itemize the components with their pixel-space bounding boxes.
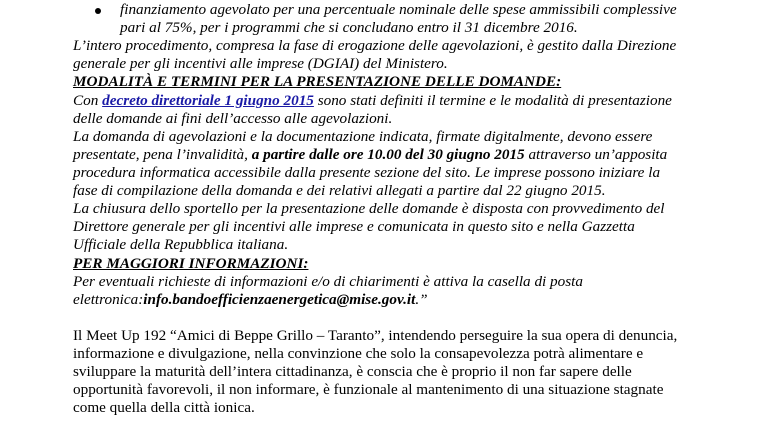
chiusura-line-1: La chiusura dello sportello per la presentazione delle domande è disposta con provvedimento del — [73, 200, 665, 217]
domanda-line-2-prefix: presentate, pena l’invalidità, — [73, 146, 252, 163]
heading-modalita: MODALITÀ E TERMINI PER LA PRESENTAZIONE DELLE DOMANDE: — [73, 73, 562, 90]
domanda-line-1: La domanda di agevolazioni e la documentazione indicata, firmate digitalmente, devono essere — [73, 128, 653, 145]
bullet-line-1: finanziamento agevolato per una percentuale nominale delle spese ammissibili complessive — [120, 1, 677, 18]
bullet-dot-icon — [95, 8, 101, 14]
decreto-direttoriale-link[interactable]: decreto direttoriale 1 giugno 2015 — [102, 92, 314, 109]
decreto-prefix: Con — [73, 92, 103, 109]
domanda-deadline-text: a partire dalle ore 10.00 del 30 giugno 2015 — [251, 146, 525, 163]
meetup-line-5: come quella della città ionica. — [73, 399, 255, 416]
meetup-line-3: sviluppare la maturità dell’intera cittadinanza, è conscia che è proprio il non far sapere delle — [73, 363, 632, 380]
meetup-line-1: Il Meet Up 192 “Amici di Beppe Grillo – Taranto”, intendendo perseguire la sua opera di denuncia, — [73, 327, 678, 344]
info-line-1: Per eventuali richieste di informazioni e/o di chiarimenti è attiva la casella di posta — [73, 273, 583, 290]
procedimento-line-2: generale per gli incentivi alle imprese (DGIAI) del Ministero. — [73, 55, 448, 72]
decreto-line-2: delle domande ai fini dell’accesso alle agevolazioni. — [73, 110, 393, 127]
chiusura-line-3: Ufficiale della Repubblica italiana. — [73, 236, 289, 253]
meetup-line-4: opportunità favorevoli, il non informare, è funzionale al mantenimento di una situazione stagnate — [73, 381, 664, 398]
heading-info: PER MAGGIORI INFORMAZIONI: — [73, 255, 309, 272]
domanda-line-4: fase di compilazione della domanda e dei relativi allegati a partire dal 22 giugno 2015. — [73, 182, 606, 199]
procedimento-line-1: L’intero procedimento, compresa la fase di erogazione delle agevolazioni, è gestito dalla Direzione — [73, 37, 677, 54]
domanda-line-3: procedura informatica accessibile dalla presente sezione del sito. Le imprese possono iniziare la — [73, 164, 661, 181]
chiusura-line-2: Direttore generale per gli incentivi alle imprese e comunicata in questo sito e nella Gazzetta — [73, 218, 635, 235]
domanda-line-2 — [73, 146, 667, 164]
info-line-2 — [73, 291, 428, 309]
decreto-suffix: sono stati definiti il termine e le modalità di presentazione — [313, 92, 672, 109]
contact-email: info.bandoefficienzaenergetica@mise.gov.it — [143, 291, 416, 308]
decreto-line-1 — [73, 92, 672, 110]
bullet-line-2: pari al 75%, per i programmi che si concludano entro il 31 dicembre 2016. — [120, 19, 578, 36]
meetup-line-2: informazione e divulgazione, nella convinzione che solo la consapevolezza potrà alimentare e — [73, 345, 644, 362]
info-line-2-prefix: elettronica: — [73, 291, 144, 308]
domanda-line-2-suffix: attraverso un’apposita — [524, 146, 668, 163]
info-line-2-suffix: .” — [415, 291, 428, 308]
